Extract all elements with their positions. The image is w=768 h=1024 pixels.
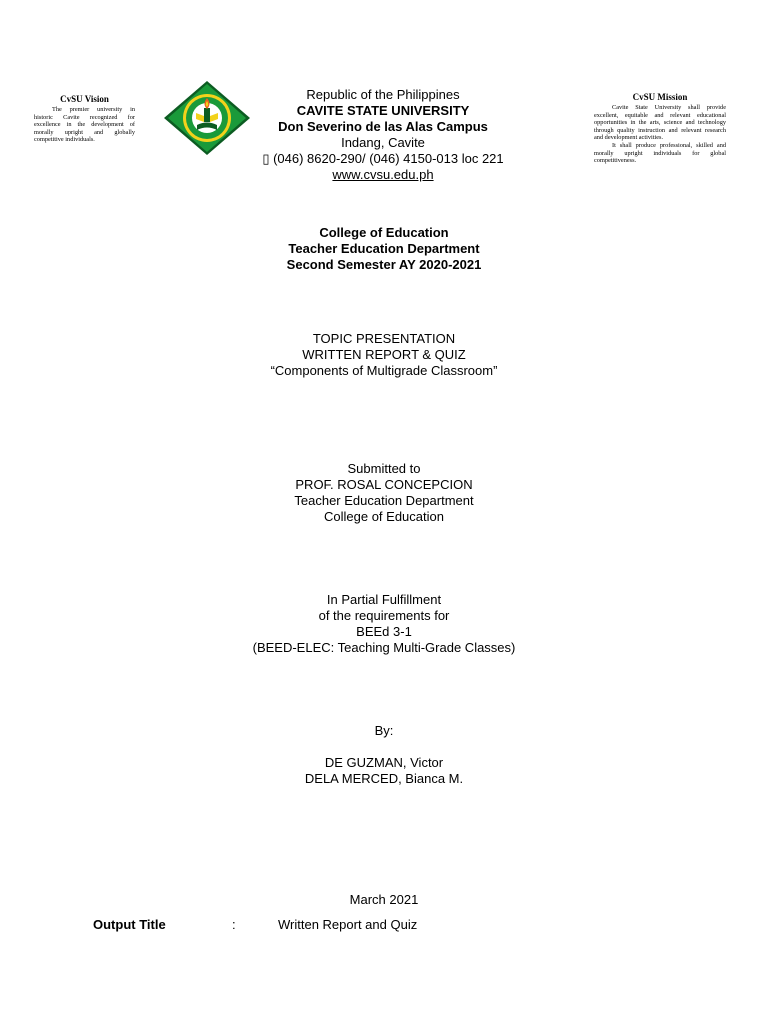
mission-title: CvSU Mission bbox=[632, 92, 688, 102]
output-title-value: Written Report and Quiz bbox=[278, 917, 418, 932]
professor-department: Teacher Education Department bbox=[294, 493, 474, 508]
fulfillment-block bbox=[184, 592, 584, 656]
authors-block bbox=[184, 755, 584, 787]
fulfillment-line-2: of the requirements for bbox=[318, 608, 450, 623]
website-link[interactable]: www.cvsu.edu.ph bbox=[332, 167, 434, 182]
professor-college: College of Education bbox=[324, 509, 444, 524]
mission-paragraph-2: It shall produce professional, skilled and morally upright individuals for global competitiveness. bbox=[594, 141, 726, 165]
output-title-label: Output Title bbox=[93, 917, 166, 932]
mission-column bbox=[594, 92, 726, 165]
submission-date: March 2021 bbox=[349, 892, 419, 907]
submitted-label: Submitted to bbox=[347, 461, 421, 476]
fulfillment-line-1: In Partial Fulfillment bbox=[326, 592, 442, 607]
output-title-colon: : bbox=[232, 917, 236, 932]
by-block bbox=[184, 723, 584, 739]
semester-line: Second Semester AY 2020-2021 bbox=[286, 257, 482, 272]
author-name: DELA MERCED, Bianca M. bbox=[304, 771, 464, 786]
course-section: BEEd 3-1 bbox=[356, 624, 412, 639]
topic-title: “Components of Multigrade Classroom” bbox=[270, 363, 498, 378]
course-name: (BEED-ELEC: Teaching Multi-Grade Classes) bbox=[252, 640, 516, 655]
vision-text: The premier university in historic Cavite recognized for excellence in the development of morally upright and globally competitive individuals. bbox=[34, 106, 135, 144]
date-block bbox=[184, 892, 584, 908]
topic-block bbox=[184, 331, 584, 379]
campus-name: Don Severino de las Alas Campus bbox=[278, 119, 488, 134]
republic-line: Republic of the Philippines bbox=[306, 87, 460, 102]
mission-paragraph-1: Cavite State University shall provide excellent, equitable and relevant educational opportunities in the arts, science and technology through quality instruction and relevant research and development activities. bbox=[594, 104, 726, 142]
location-line: Indang, Cavite bbox=[341, 135, 425, 150]
by-label: By: bbox=[374, 723, 394, 738]
topic-subheading: WRITTEN REPORT & QUIZ bbox=[302, 347, 466, 362]
college-name: College of Education bbox=[319, 225, 449, 240]
college-block bbox=[184, 225, 584, 273]
topic-heading: TOPIC PRESENTATION bbox=[312, 331, 456, 346]
professor-name: PROF. ROSAL CONCEPCION bbox=[295, 477, 473, 492]
output-title-row bbox=[0, 917, 768, 933]
department-name: Teacher Education Department bbox=[288, 241, 480, 256]
university-header bbox=[233, 87, 533, 183]
university-name: CAVITE STATE UNIVERSITY bbox=[296, 103, 470, 118]
author-name: DE GUZMAN, Victor bbox=[324, 755, 444, 770]
vision-column bbox=[34, 94, 135, 144]
vision-title: CvSU Vision bbox=[60, 94, 109, 104]
submitted-block bbox=[184, 461, 584, 525]
phone-line: ▯ (046) 8620-290/ (046) 4150-013 loc 221 bbox=[262, 151, 504, 166]
